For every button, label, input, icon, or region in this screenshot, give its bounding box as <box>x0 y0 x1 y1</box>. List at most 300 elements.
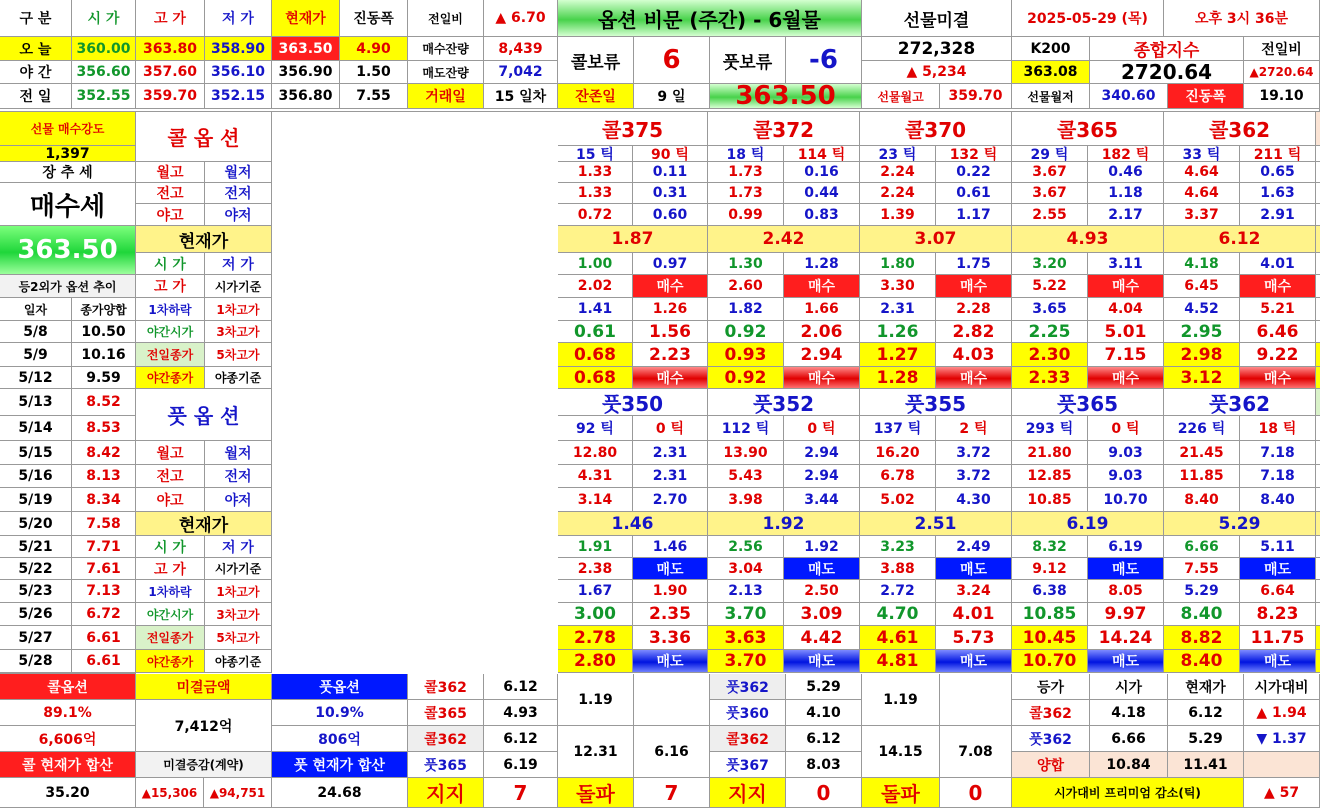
call-mhl-high: 2.24 <box>860 162 936 183</box>
call-open-label: 시 가 <box>136 253 205 275</box>
ask: 7,042 <box>484 61 558 84</box>
call-prev-close-val: 2.30 <box>1012 343 1088 367</box>
hist-sum: 8.42 <box>72 441 136 465</box>
put-strike-5 <box>1316 389 1320 416</box>
put-phl-high: 12.85 <box>1012 465 1088 488</box>
put-first-low-val: 5.29 <box>1164 580 1240 603</box>
put-night-signal-button[interactable]: 매도 <box>936 650 1012 673</box>
kospi-value: 2720.64 <box>1090 61 1244 84</box>
trade-day: 15 일차 <box>484 84 558 109</box>
call-strike-5 <box>1316 112 1320 146</box>
call-night-basis: 야종기준 <box>205 367 272 389</box>
summary-today-4: 363.50 <box>272 37 340 61</box>
put-fifth-high: 5차고가 <box>205 626 272 650</box>
futures-oi-change: ▲ 5,234 <box>862 61 1012 84</box>
g4-avg: 7.08 <box>940 726 1012 778</box>
ask-label: 매도잔량 <box>408 61 484 84</box>
put-night-open-val: 3.00 <box>558 603 633 626</box>
call-strike-4: 콜362 <box>1164 112 1316 146</box>
bottom-call-amt: 6,606억 <box>0 726 136 752</box>
header-4: 현재가 <box>272 0 340 37</box>
put-low: 2.49 <box>936 536 1012 558</box>
support1-label: 지지 <box>408 778 484 808</box>
call-nhl-high: 2.55 <box>1012 204 1088 226</box>
rt-current: 5.29 <box>1168 726 1244 752</box>
put-night-open-val <box>1316 603 1320 626</box>
put-high: 7.55 <box>1164 558 1240 580</box>
hist-date: 5/22 <box>0 558 72 580</box>
call-open: 3.20 <box>1012 253 1088 275</box>
put-fifth-high-val: 5.73 <box>936 626 1012 650</box>
put-open: 2.56 <box>708 536 784 558</box>
put-high: 3.88 <box>860 558 936 580</box>
put-nhl-high <box>1316 488 1320 512</box>
put-night-open-val: 4.70 <box>860 603 936 626</box>
call-strike-1: 콜372 <box>708 112 860 146</box>
rt-diff: ▼ 1.37 <box>1244 726 1320 752</box>
call-nhl-high: 3.37 <box>1164 204 1240 226</box>
put-third-high-val: 8.23 <box>1240 603 1316 626</box>
header-1: 시 가 <box>72 0 136 37</box>
put-low: 1.46 <box>633 536 708 558</box>
call-phl-low: 0.31 <box>633 183 708 204</box>
put-first-high-val: 8.05 <box>1088 580 1164 603</box>
put-nhl-low: 3.44 <box>784 488 860 512</box>
call-nhl-low: 0.60 <box>633 204 708 226</box>
call-high-label: 고 가 <box>136 275 205 298</box>
summary-night-1: 356.60 <box>72 61 136 84</box>
bottom-put-amt: 806억 <box>272 726 408 752</box>
put-strike-0: 풋350 <box>558 389 708 416</box>
call-prev-close-val: 0.68 <box>558 343 633 367</box>
call-nhl-low: 0.83 <box>784 204 860 226</box>
g1-val1: 6.12 <box>484 674 558 700</box>
summary-night-5: 1.50 <box>340 61 408 84</box>
call-prev-close-val: 0.93 <box>708 343 784 367</box>
put-third-high-val: 9.97 <box>1088 603 1164 626</box>
call-nhl-high: 0.99 <box>708 204 784 226</box>
hist-header-date: 일자 <box>0 298 72 321</box>
g1-name1: 콜362 <box>408 674 484 700</box>
call-nhl-high: 1.39 <box>860 204 936 226</box>
yanghap-label: 양합 <box>1012 752 1090 778</box>
put-night-signal-button[interactable]: 매도 <box>1088 650 1164 673</box>
put-phl-low: 9.03 <box>1088 465 1164 488</box>
call-high <box>1316 275 1320 298</box>
break1-label: 돌파 <box>558 778 634 808</box>
call-label-n_low: 야저 <box>205 204 272 226</box>
call-fifth-high-val: 7.15 <box>1088 343 1164 367</box>
put-mhl-low: 7.18 <box>1240 441 1316 465</box>
call-tick-down: 114 틱 <box>784 146 860 162</box>
bottom-oi-chg1: ▲15,306 <box>136 778 204 808</box>
put-open: 6.66 <box>1164 536 1240 558</box>
call-phl-high <box>1316 183 1320 204</box>
put-tick-down: 0 틱 <box>633 416 708 441</box>
put-tick-down: 0 틱 <box>784 416 860 441</box>
prev-label: 전일비 <box>1244 37 1320 61</box>
call-high: 5.22 <box>1012 275 1088 298</box>
hist-sum: 9.59 <box>72 367 136 389</box>
call-tick-up: 33 틱 <box>1164 146 1240 162</box>
hist-date: 5/13 <box>0 389 72 416</box>
put-mhl-high: 21.45 <box>1164 441 1240 465</box>
put-hold-label: 풋보류 <box>710 37 786 84</box>
put-tick-up: 112 틱 <box>708 416 784 441</box>
put-current: 5.29 <box>1164 512 1316 536</box>
put-open <box>1316 536 1320 558</box>
put-night-close-val: 3.70 <box>708 650 784 673</box>
hist-date: 5/12 <box>0 367 72 389</box>
put-phl-low: 7.18 <box>1240 465 1316 488</box>
call-phl-high: 1.33 <box>558 183 633 204</box>
put-tick-down: 18 틱 <box>1240 416 1316 441</box>
call-mhl-low: 0.16 <box>784 162 860 183</box>
call-first-low-val: 1.82 <box>708 298 784 321</box>
put-label-n_low: 야저 <box>205 488 272 512</box>
put-prev-close-val <box>1316 626 1320 650</box>
bid-label: 매수잔량 <box>408 37 484 61</box>
call-prev-close: 전일종가 <box>136 343 205 367</box>
bottom-put-opt: 풋옵션 <box>272 674 408 700</box>
call-night-signal-button[interactable]: 매수 <box>784 367 860 389</box>
futures-oi: 272,328 <box>862 37 1012 61</box>
g4-name1: 콜362 <box>710 726 786 752</box>
put-tick-up: 137 틱 <box>860 416 936 441</box>
call-hold-label: 콜보류 <box>558 37 634 84</box>
put-mhl-low: 2.94 <box>784 441 860 465</box>
k200-label: K200 <box>1012 37 1090 61</box>
summary-prev-5: 7.55 <box>340 84 408 109</box>
call-signal-button[interactable]: 매수 <box>784 275 860 298</box>
call-signal-button[interactable]: 매수 <box>1088 275 1164 298</box>
put-night-signal-button[interactable]: 매도 <box>633 650 708 673</box>
put-night-open: 야간시가 <box>136 603 205 626</box>
hist-date: 5/16 <box>0 465 72 488</box>
call-night-close-val: 3.12 <box>1164 367 1240 389</box>
call-night-close-val: 1.28 <box>860 367 936 389</box>
call-hold-value: 6 <box>634 37 710 84</box>
call-first-low-val: 2.31 <box>860 298 936 321</box>
put-tick-up: 293 틱 <box>1012 416 1088 441</box>
put-prev-close-val: 2.78 <box>558 626 633 650</box>
g2-val2: 4.10 <box>786 700 862 726</box>
monthly-high-label: 선물월고 <box>862 84 940 109</box>
call-high: 2.02 <box>558 275 633 298</box>
call-third-high-val: 1.56 <box>633 321 708 343</box>
call-nhl-low: 1.17 <box>936 204 1012 226</box>
hist-date: 5/21 <box>0 536 72 558</box>
g2-empty <box>940 674 1012 726</box>
call-high: 6.45 <box>1164 275 1240 298</box>
put-signal-button[interactable]: 매도 <box>784 558 860 580</box>
put-prev-close-val: 10.45 <box>1012 626 1088 650</box>
put-third-high: 3차고가 <box>205 603 272 626</box>
put-nhl-low: 2.70 <box>633 488 708 512</box>
big-price: 363.50 <box>710 84 862 109</box>
call-open: 1.30 <box>708 253 784 275</box>
k200-value: 363.08 <box>1012 61 1090 84</box>
call-low: 4.01 <box>1240 253 1316 275</box>
call-signal-button[interactable]: 매수 <box>936 275 1012 298</box>
yanghap-cur: 11.41 <box>1168 752 1244 778</box>
call-phl-high: 4.64 <box>1164 183 1240 204</box>
premium-label: 시가대비 프리미엄 감소(틱) <box>1012 778 1244 808</box>
call-label-p_high: 전고 <box>136 183 205 204</box>
rt-header-2: 현재가 <box>1168 674 1244 700</box>
hist-date: 5/15 <box>0 441 72 465</box>
put-phl-high: 5.43 <box>708 465 784 488</box>
put-prev-close: 전일종가 <box>136 626 205 650</box>
summary-night-4: 356.90 <box>272 61 340 84</box>
hist-date: 5/26 <box>0 603 72 626</box>
call-tick-up: 23 틱 <box>860 146 936 162</box>
yanghap-empty <box>1244 752 1320 778</box>
call-low: 0.97 <box>633 253 708 275</box>
call-night-close-val: 0.92 <box>708 367 784 389</box>
put-mhl-low: 2.31 <box>633 441 708 465</box>
call-label-p_low: 전저 <box>205 183 272 204</box>
call-mhl-high: 4.64 <box>1164 162 1240 183</box>
call-tick-up: 18 틱 <box>708 146 784 162</box>
call-label-m_low: 월저 <box>205 162 272 183</box>
call-third-high-val: 2.82 <box>936 321 1012 343</box>
call-prev-close-val: 2.98 <box>1164 343 1240 367</box>
support2-val: 0 <box>786 778 862 808</box>
yanghap-open: 10.84 <box>1090 752 1168 778</box>
g2-name2: 풋360 <box>710 700 786 726</box>
call-current: 6.12 <box>1164 226 1316 253</box>
put-third-high-val: 3.09 <box>784 603 860 626</box>
rt-current: 6.12 <box>1168 700 1244 726</box>
put-strike-3: 풋365 <box>1012 389 1164 416</box>
g3-name2: 풋365 <box>408 752 484 778</box>
put-current: 2.51 <box>860 512 1012 536</box>
g1-name2: 콜365 <box>408 700 484 726</box>
put-first-low-val: 2.13 <box>708 580 784 603</box>
summary-today-2: 363.80 <box>136 37 205 61</box>
call-current: 3.07 <box>860 226 1012 253</box>
put-strike-1: 풋352 <box>708 389 860 416</box>
header-7: ▲ 6.70 <box>484 0 558 37</box>
support1-val: 7 <box>484 778 558 808</box>
call-night-signal-button[interactable]: 매수 <box>633 367 708 389</box>
summary-prev-1: 352.55 <box>72 84 136 109</box>
strength-label: 선물 매수강도 <box>0 112 136 146</box>
header-0: 구 분 <box>0 0 72 37</box>
hist-date: 5/28 <box>0 650 72 673</box>
call-first-low-val: 1.41 <box>558 298 633 321</box>
remain-label: 잔존일 <box>558 84 634 109</box>
put-signal-button[interactable]: 매도 <box>936 558 1012 580</box>
put-nhl-low: 8.40 <box>1240 488 1316 512</box>
call-third-high-val: 5.01 <box>1088 321 1164 343</box>
put-nhl-high: 5.02 <box>860 488 936 512</box>
call-night-close-val: 2.33 <box>1012 367 1088 389</box>
summary-today-5: 4.90 <box>340 37 408 61</box>
call-first-high-val: 2.28 <box>936 298 1012 321</box>
hist-date: 5/9 <box>0 343 72 367</box>
put-tick-down: 2 틱 <box>936 416 1012 441</box>
call-open <box>1316 253 1320 275</box>
header-5: 진동폭 <box>340 0 408 37</box>
hist-date: 5/20 <box>0 512 72 536</box>
call-tick-down: 211 틱 <box>1240 146 1316 162</box>
put-mhl-high: 16.20 <box>860 441 936 465</box>
put-high: 2.38 <box>558 558 633 580</box>
put-low: 5.11 <box>1240 536 1316 558</box>
put-first-high: 1차고가 <box>205 580 272 603</box>
call-nhl-low: 2.91 <box>1240 204 1316 226</box>
trend-label: 장 추 세 <box>0 162 136 183</box>
call-first-low: 1차하락 <box>136 298 205 321</box>
put-current-label: 현재가 <box>136 512 272 536</box>
g1-val2: 4.93 <box>484 700 558 726</box>
summary-night-3: 356.10 <box>205 61 272 84</box>
hist-sum: 7.58 <box>72 512 136 536</box>
g3-sum: 12.31 <box>558 726 634 778</box>
call-strike-0: 콜375 <box>558 112 708 146</box>
put-strike-2: 풋355 <box>860 389 1012 416</box>
rt-open: 6.66 <box>1090 726 1168 752</box>
call-night-signal-button[interactable]: 매수 <box>1088 367 1164 389</box>
call-open: 1.80 <box>860 253 936 275</box>
put-open: 1.91 <box>558 536 633 558</box>
put-night-signal-button[interactable]: 매도 <box>1240 650 1316 673</box>
bottom-oi-label: 미결금액 <box>136 674 272 700</box>
put-current <box>1316 512 1320 536</box>
put-current: 1.92 <box>708 512 860 536</box>
g1-diff: 1.19 <box>558 674 634 726</box>
call-night-open-val: 2.25 <box>1012 321 1088 343</box>
put-high: 3.04 <box>708 558 784 580</box>
put-phl-high: 11.85 <box>1164 465 1240 488</box>
call-first-low-val <box>1316 298 1320 321</box>
put-section: 풋 옵 션 <box>136 389 272 441</box>
put-night-signal-button[interactable]: 매도 <box>784 650 860 673</box>
call-high: 3.30 <box>860 275 936 298</box>
rt-header-1: 시가 <box>1090 674 1168 700</box>
hist-date: 5/19 <box>0 488 72 512</box>
put-first-low-val: 6.38 <box>1012 580 1088 603</box>
bottom-put-sum: 24.68 <box>272 778 408 808</box>
call-third-high-val: 6.46 <box>1240 321 1316 343</box>
put-nhl-high: 10.85 <box>1012 488 1088 512</box>
call-strike-2: 콜370 <box>860 112 1012 146</box>
call-night-open-val: 0.92 <box>708 321 784 343</box>
put-open: 3.23 <box>860 536 936 558</box>
put-signal-button[interactable]: 매도 <box>1240 558 1316 580</box>
call-third-high-val: 2.06 <box>784 321 860 343</box>
hist-sum: 6.61 <box>72 626 136 650</box>
hist-date: 5/14 <box>0 416 72 441</box>
hist-sum: 8.13 <box>72 465 136 488</box>
call-signal-button[interactable]: 매수 <box>1240 275 1316 298</box>
bottom-oi-chg-label: 미결증감(계약) <box>136 752 272 778</box>
call-first-high-val: 5.21 <box>1240 298 1316 321</box>
call-mhl-high <box>1316 162 1320 183</box>
g2-name1: 풋362 <box>710 674 786 700</box>
put-tick-up: 226 틱 <box>1164 416 1240 441</box>
put-strike-4: 풋362 <box>1164 389 1316 416</box>
call-high: 2.60 <box>708 275 784 298</box>
call-mhl-low: 0.11 <box>633 162 708 183</box>
put-phl-high: 6.78 <box>860 465 936 488</box>
g4-sum: 14.15 <box>862 726 940 778</box>
call-night-open-val: 0.61 <box>558 321 633 343</box>
hist-date: 5/8 <box>0 321 72 343</box>
hist-title: 등2외가 옵션 추이 <box>0 275 136 298</box>
call-open: 1.00 <box>558 253 633 275</box>
call-tick-up: 29 틱 <box>1012 146 1088 162</box>
call-low: 1.75 <box>936 253 1012 275</box>
call-current <box>1316 226 1320 253</box>
summary-today-1: 360.00 <box>72 37 136 61</box>
put-label-m_high: 월고 <box>136 441 205 465</box>
put-first-high-val: 6.64 <box>1240 580 1316 603</box>
g2-diff: 1.19 <box>862 674 940 726</box>
title-banner: 옵션 비문 (주간) - 6월물 <box>558 0 862 37</box>
call-tick-up: 15 틱 <box>558 146 633 162</box>
hist-date: 5/23 <box>0 580 72 603</box>
hist-sum: 7.61 <box>72 558 136 580</box>
call-tick-up <box>1316 146 1320 162</box>
put-mhl-low: 9.03 <box>1088 441 1164 465</box>
put-prev-close-val: 4.61 <box>860 626 936 650</box>
put-open-label: 시 가 <box>136 536 205 558</box>
call-phl-low: 0.61 <box>936 183 1012 204</box>
kospi-label: 종합지수 <box>1090 37 1244 61</box>
call-fifth-high: 5차고가 <box>205 343 272 367</box>
call-current: 2.42 <box>708 226 860 253</box>
g2-val1: 5.29 <box>786 674 862 700</box>
rt-open: 4.18 <box>1090 700 1168 726</box>
trade-day-label: 거래일 <box>408 84 484 109</box>
remain: 9 일 <box>634 84 710 109</box>
put-nhl-high: 3.14 <box>558 488 633 512</box>
call-fifth-high-val: 4.03 <box>936 343 1012 367</box>
call-current: 1.87 <box>558 226 708 253</box>
put-first-low-val: 1.67 <box>558 580 633 603</box>
put-first-low-val <box>1316 580 1320 603</box>
call-night-close-val <box>1316 367 1320 389</box>
put-signal-button[interactable]: 매도 <box>633 558 708 580</box>
put-low: 6.19 <box>1088 536 1164 558</box>
summary-night-2: 357.60 <box>136 61 205 84</box>
put-nhl-high: 8.40 <box>1164 488 1240 512</box>
kospi-prev: ▲2720.64 <box>1244 61 1320 84</box>
call-night-open: 야간시가 <box>136 321 205 343</box>
call-label-n_high: 야고 <box>136 204 205 226</box>
call-night-signal-button[interactable]: 매수 <box>1240 367 1316 389</box>
hist-sum: 7.71 <box>72 536 136 558</box>
call-tick-down: 132 틱 <box>936 146 1012 162</box>
call-phl-high: 1.73 <box>708 183 784 204</box>
call-night-signal-button[interactable]: 매수 <box>936 367 1012 389</box>
put-night-open-val: 3.70 <box>708 603 784 626</box>
call-signal-button[interactable]: 매수 <box>633 275 708 298</box>
call-prev-close-val <box>1316 343 1320 367</box>
break2-label: 돌파 <box>862 778 940 808</box>
put-high: 9.12 <box>1012 558 1088 580</box>
put-night-close-val: 10.70 <box>1012 650 1088 673</box>
put-night-close-val: 2.80 <box>558 650 633 673</box>
put-night-close-val <box>1316 650 1320 673</box>
put-night-basis: 야종기준 <box>205 650 272 673</box>
put-prev-close-val: 3.63 <box>708 626 784 650</box>
put-signal-button[interactable]: 매도 <box>1088 558 1164 580</box>
put-night-open-val: 8.40 <box>1164 603 1240 626</box>
